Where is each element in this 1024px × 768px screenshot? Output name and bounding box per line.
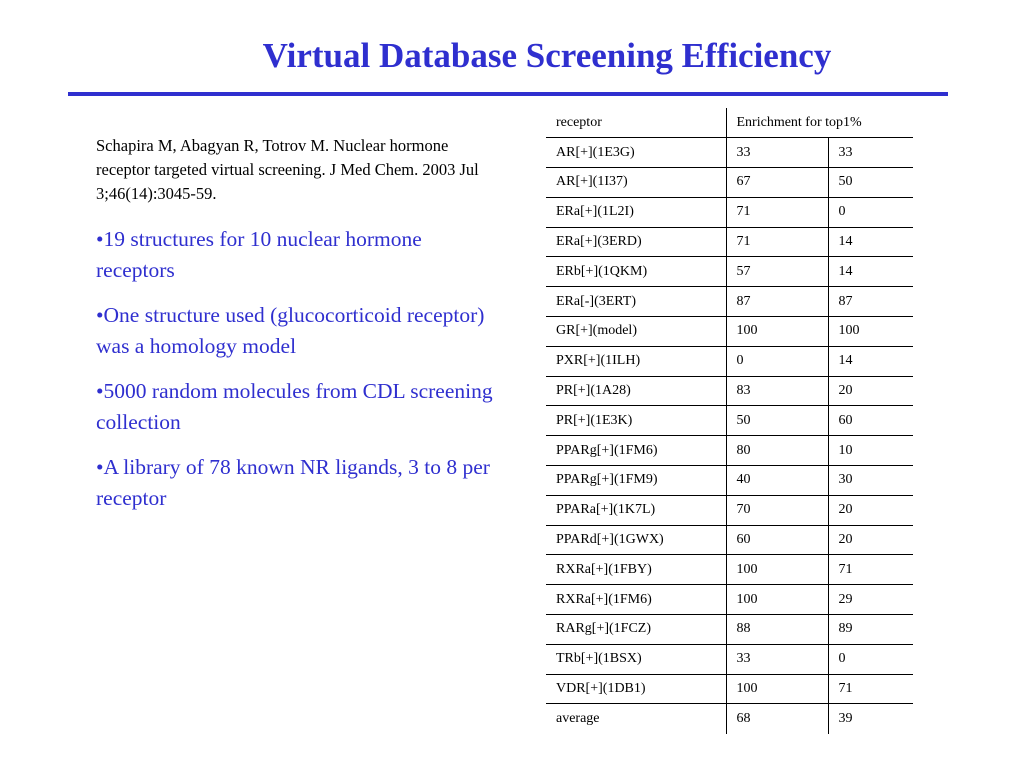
cell-enrichment-b: 20 [828, 495, 913, 525]
enrichment-table [546, 108, 913, 734]
cell-receptor: PPARd[+](1GWX) [546, 525, 726, 555]
table-row [546, 138, 913, 168]
bullet-text: 19 structures for 10 nuclear hormone receptors [96, 227, 422, 282]
cell-enrichment-b: 14 [828, 257, 913, 287]
table-row [546, 466, 913, 496]
table-row [546, 168, 913, 198]
cell-receptor: RXRa[+](1FBY) [546, 555, 726, 585]
bullet-text: A library of 78 known NR ligands, 3 to 8 per receptor [96, 455, 490, 510]
table-row [546, 346, 913, 376]
cell-enrichment-a: 57 [726, 257, 828, 287]
cell-enrichment-a: 80 [726, 436, 828, 466]
cell-receptor: PR[+](1E3K) [546, 406, 726, 436]
cell-receptor: average [546, 704, 726, 734]
table-row [546, 227, 913, 257]
cell-enrichment-b: 100 [828, 317, 913, 347]
table-row [546, 674, 913, 704]
bullet-item [96, 224, 496, 286]
cell-enrichment-a: 60 [726, 525, 828, 555]
table-row [546, 525, 913, 555]
cell-receptor: GR[+](model) [546, 317, 726, 347]
cell-receptor: PPARg[+](1FM9) [546, 466, 726, 496]
title-underline [68, 92, 948, 96]
cell-enrichment-b: 50 [828, 168, 913, 198]
cell-enrichment-a: 100 [726, 674, 828, 704]
cell-enrichment-a: 71 [726, 227, 828, 257]
cell-enrichment-a: 100 [726, 555, 828, 585]
cell-receptor: RARg[+](1FCZ) [546, 615, 726, 645]
cell-enrichment-a: 100 [726, 585, 828, 615]
cell-enrichment-b: 29 [828, 585, 913, 615]
cell-receptor: ERa[-](3ERT) [546, 287, 726, 317]
cell-enrichment-a: 50 [726, 406, 828, 436]
bullet-marker: • [96, 379, 104, 403]
bullet-item [96, 300, 496, 362]
cell-enrichment-a: 0 [726, 346, 828, 376]
bullet-item [96, 376, 496, 438]
bullet-item [96, 452, 496, 514]
table-row [546, 317, 913, 347]
cell-receptor: PXR[+](1ILH) [546, 346, 726, 376]
cell-receptor: TRb[+](1BSX) [546, 644, 726, 674]
cell-enrichment-a: 33 [726, 138, 828, 168]
bullet-list [96, 224, 496, 528]
table-row [546, 644, 913, 674]
cell-enrichment-b: 71 [828, 674, 913, 704]
cell-enrichment-a: 100 [726, 317, 828, 347]
table-row [546, 436, 913, 466]
cell-enrichment-a: 83 [726, 376, 828, 406]
table-row [546, 585, 913, 615]
cell-enrichment-a: 87 [726, 287, 828, 317]
bullet-marker: • [96, 227, 104, 251]
bullet-text: 5000 random molecules from CDL screening collection [96, 379, 493, 434]
cell-enrichment-b: 0 [828, 197, 913, 227]
cell-receptor: ERb[+](1QKM) [546, 257, 726, 287]
table-row [546, 257, 913, 287]
cell-receptor: ERa[+](1L2I) [546, 197, 726, 227]
cell-enrichment-b: 20 [828, 376, 913, 406]
table-row [546, 376, 913, 406]
cell-enrichment-b: 33 [828, 138, 913, 168]
cell-enrichment-b: 0 [828, 644, 913, 674]
cell-receptor: VDR[+](1DB1) [546, 674, 726, 704]
table-row [546, 704, 913, 734]
header-enrichment: Enrichment for top1% [726, 108, 913, 138]
cell-enrichment-b: 14 [828, 346, 913, 376]
cell-enrichment-a: 71 [726, 197, 828, 227]
cell-receptor: PPARa[+](1K7L) [546, 495, 726, 525]
cell-enrichment-a: 33 [726, 644, 828, 674]
table-row [546, 287, 913, 317]
cell-receptor: AR[+](1I37) [546, 168, 726, 198]
table-row [546, 197, 913, 227]
citation-text: Schapira M, Abagyan R, Totrov M. Nuclear hormone receptor targeted virtual screening. J Med Chem. 2003 Jul 3;46(14):3045-59. [96, 136, 479, 203]
cell-enrichment-b: 89 [828, 615, 913, 645]
table-row [546, 495, 913, 525]
table-header-row [546, 108, 913, 138]
table-row [546, 555, 913, 585]
slide-title: Virtual Database Screening Efficiency [262, 36, 832, 75]
cell-enrichment-a: 70 [726, 495, 828, 525]
cell-enrichment-a: 88 [726, 615, 828, 645]
cell-enrichment-b: 87 [828, 287, 913, 317]
cell-enrichment-b: 10 [828, 436, 913, 466]
cell-receptor: PPARg[+](1FM6) [546, 436, 726, 466]
table-body [546, 138, 913, 734]
bullet-marker: • [96, 303, 104, 327]
cell-receptor: PR[+](1A28) [546, 376, 726, 406]
cell-enrichment-a: 40 [726, 466, 828, 496]
bullet-marker: • [96, 455, 104, 479]
cell-enrichment-b: 60 [828, 406, 913, 436]
cell-enrichment-a: 67 [726, 168, 828, 198]
table-row [546, 406, 913, 436]
cell-enrichment-b: 39 [838, 711, 853, 727]
table-row [546, 615, 913, 645]
cell-enrichment-b: 14 [828, 227, 913, 257]
cell-enrichment-b: 20 [828, 525, 913, 555]
cell-enrichment-a: 68 [726, 704, 828, 734]
cell-enrichment-b: 30 [828, 466, 913, 496]
bullet-text: One structure used (glucocorticoid receptor) was a homology model [96, 303, 485, 358]
header-receptor: receptor [546, 108, 726, 138]
cell-receptor: AR[+](1E3G) [546, 138, 726, 168]
cell-receptor: RXRa[+](1FM6) [546, 585, 726, 615]
cell-enrichment-b: 71 [828, 555, 913, 585]
cell-receptor: ERa[+](3ERD) [546, 227, 726, 257]
